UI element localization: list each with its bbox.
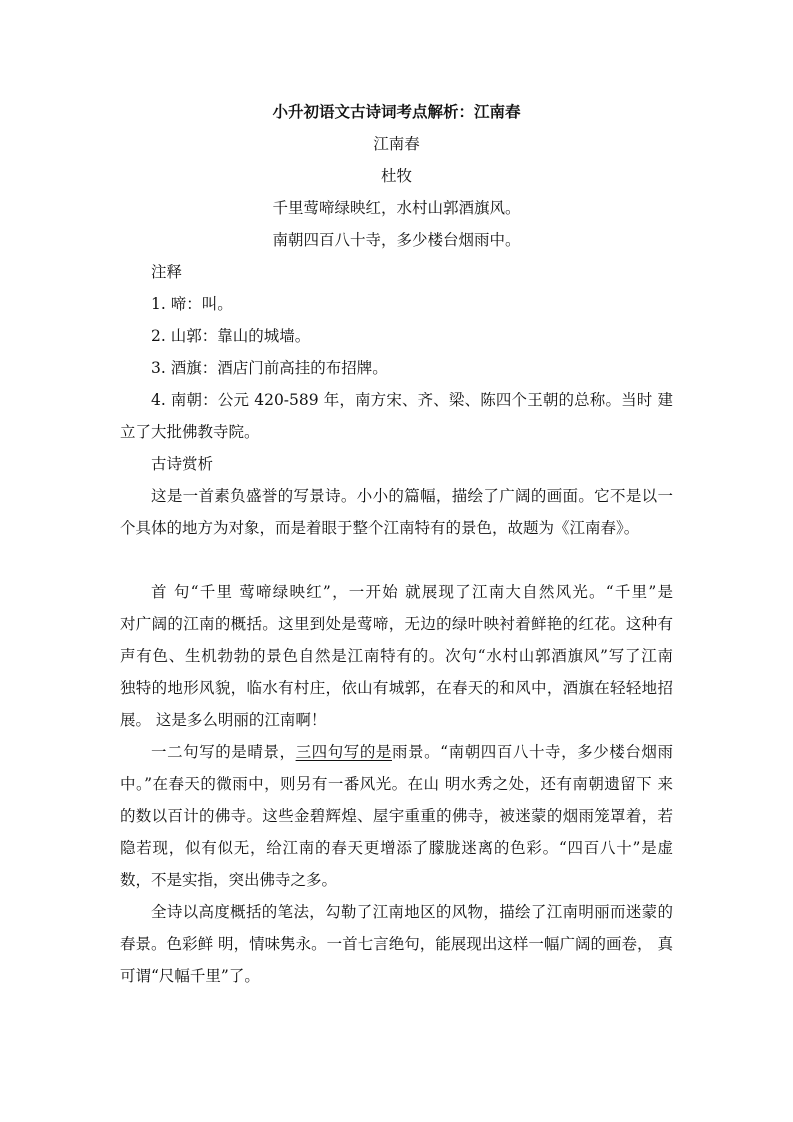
- paragraph-line: 个具体的地方为对象，而是着眼于整个江南特有的景色，故题为《江南春》。: [120, 519, 640, 537]
- paragraph-line: [151, 741, 673, 763]
- paragraph-line: 这是一首素负盛誉的写景诗。小小的篇幅，描绘了广阔的画面。它不是以一: [151, 487, 673, 505]
- note-item-continued: 立了大批佛教寺院。: [120, 423, 260, 441]
- paragraph-line: 全诗以高度概括的笔法，勾勒了江南地区的风物，描绘了江南明丽而迷蒙的: [151, 903, 673, 921]
- poem-author: 杜牧: [380, 167, 412, 185]
- paragraph-line: 可谓“尺幅千里”了。: [120, 967, 260, 985]
- poem-line-1: 千里莺啼绿映红，水村山郭酒旗风。: [272, 199, 521, 217]
- paragraph-line: 春景。色彩鲜 明，情味隽永。一首七言绝句，能展现出这样一幅广阔的画卷， 真: [120, 935, 673, 953]
- poem-name: 江南春: [373, 135, 420, 153]
- paragraph-line: 对广阔的江南的概括。这里到处是莺啼，无边的绿叶映衬着鲜艳的红花。这种有: [120, 615, 673, 633]
- note-item: 2. 山郭：靠山的城墙。: [151, 327, 311, 345]
- notes-heading: 注释: [151, 263, 183, 281]
- paragraph-line: 声有色、生机勃勃的景色自然是江南特有的。次句“水村山郭酒旗风”写了江南: [120, 647, 673, 665]
- document-title: 小升初语文古诗词考点解析：江南春: [272, 103, 521, 121]
- note-item: 4. 南朝：公元 420-589 年，南方宋、齐、梁、陈四个王朝的总称。当时 建: [151, 391, 673, 409]
- paragraph-line: 展。 这是多么明丽的江南啊！: [120, 711, 327, 729]
- paragraph-line: 的数以百计的佛寺。这些金碧辉煌、屋宇重重的佛寺，被迷蒙的烟雨笼罩着，若: [120, 807, 673, 825]
- paragraph-line: 独特的地形风貌，临水有村庄，依山有城郭，在春天的和风中，酒旗在轻轻地招: [120, 679, 673, 697]
- appreciation-heading: 古诗赏析: [151, 455, 214, 473]
- note-item: 3. 酒旗：酒店门前高挂的布招牌。: [151, 359, 388, 377]
- paragraph-line: 隐若现，似有似无，给江南的春天更增添了朦胧迷离的色彩。“四百八十”是虚: [120, 839, 673, 857]
- text-segment: 雨景。“南朝四百八十寺，多少楼台烟雨: [391, 743, 673, 761]
- paragraph-line: 中。”在春天的微雨中，则另有一番风光。在山 明水秀之处，还有南朝遗留下 来: [120, 775, 673, 793]
- text-segment: 一二句写的是晴景，: [151, 743, 296, 761]
- paragraph-line: 首 句“千里 莺啼绿映红”，一开始 就展现了江南大自然风光。“千里”是: [151, 583, 673, 601]
- underlined-phrase: 三四句写的是: [295, 743, 392, 761]
- note-item: 1. 啼：叫。: [151, 295, 233, 313]
- paragraph-line: 数，不是实指，突出佛寺之多。: [120, 871, 338, 889]
- poem-line-2: 南朝四百八十寺，多少楼台烟雨中。: [272, 231, 521, 249]
